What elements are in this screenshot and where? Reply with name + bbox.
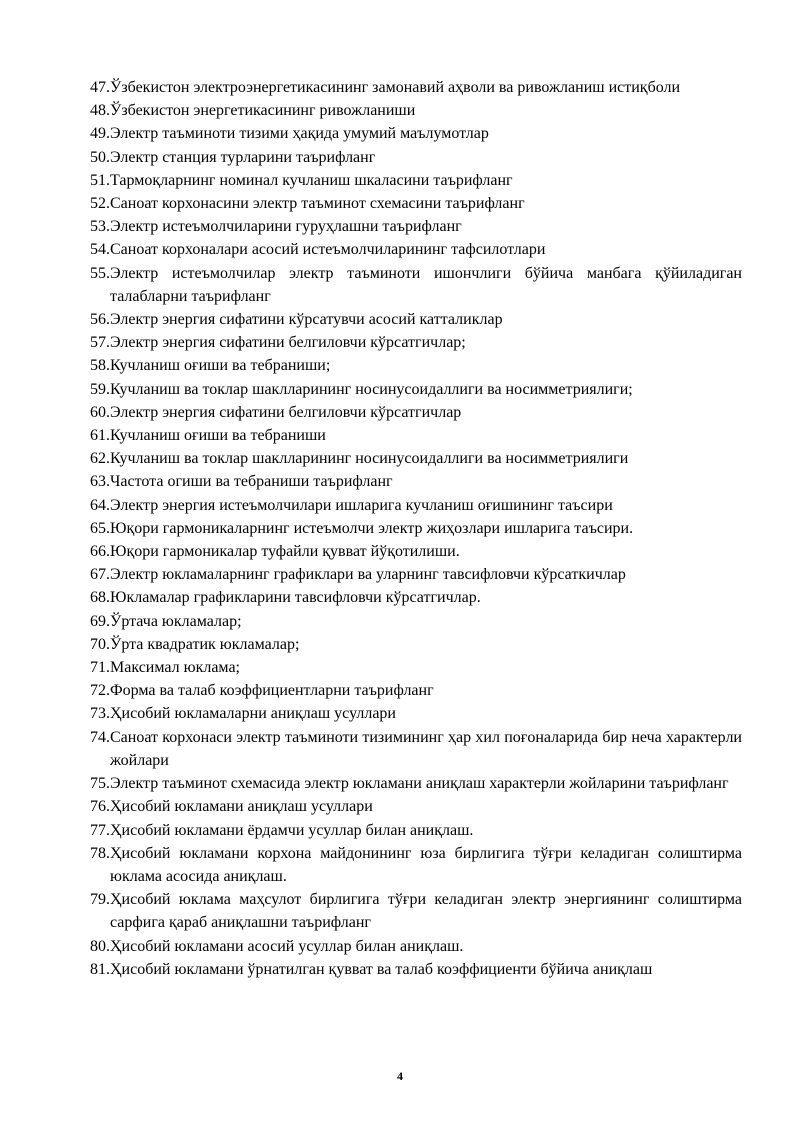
- list-item: [90, 354, 742, 377]
- list-item: [90, 424, 742, 447]
- item-text: Кучланиш ва токлар шаклларининг носинусоидаллиги ва носимметриялиги;: [110, 380, 633, 398]
- item-text: Ҳисобий юкламани ўрнатилган қувват ва талаб коэффициенти бўйича аниқлаш: [110, 960, 653, 978]
- item-text: Юқори гармоникалар туфайли қувват йўқотилиши.: [110, 543, 460, 561]
- item-text: Электр энергия сифатини кўрсатувчи асосий катталиклар: [110, 311, 503, 329]
- item-number: 69.: [90, 612, 110, 630]
- list-item: [90, 610, 742, 633]
- item-text: Ҳисобий юклама маҳсулот бирлигига тўғри келадиган электр энергиянинг солиштирма сарфига қараб аниқлашни таърифланг: [110, 891, 742, 932]
- item-number: 76.: [90, 798, 110, 816]
- list-item: [90, 563, 742, 586]
- item-number: 66.: [90, 543, 110, 561]
- list-item: [90, 772, 742, 795]
- list-item: [90, 726, 742, 772]
- list-item: [90, 586, 742, 609]
- list-item: [90, 935, 742, 958]
- item-text: Кучланиш ва токлар шаклларининг носинусоидаллиги ва носимметриялиги: [110, 450, 629, 468]
- item-number: 62.: [90, 450, 110, 468]
- item-text: Электр таъминот схемасида электр юкламани аниқлаш характерли жойларини таърифланг: [110, 775, 729, 793]
- item-text: Саноат корхонаси электр таъминоти тизимининг ҳар хил поғоналарида бир неча характерли жойлари: [110, 728, 742, 769]
- list-item: [90, 819, 742, 842]
- item-number: 61.: [90, 427, 110, 445]
- item-text: Кучланиш оғиши ва тебраниши: [110, 427, 326, 445]
- item-number: 56.: [90, 311, 110, 329]
- item-text: Кучланиш оғиши ва тебраниши;: [110, 357, 331, 375]
- item-number: 79.: [90, 891, 110, 909]
- item-text: Ўзбекистон энергетикасининг ривожланиши: [110, 102, 416, 120]
- item-text: Юкламалар графикларини тавсифловчи кўрсатгичлар.: [110, 589, 481, 607]
- list-item: [90, 238, 742, 261]
- item-text: Электр станция турларини таърифланг: [110, 148, 376, 166]
- item-number: 60.: [90, 403, 110, 421]
- item-number: 70.: [90, 635, 110, 653]
- list-item: [90, 262, 742, 308]
- item-text: Электр таъминоти тизими ҳақида умумий маълумотлар: [110, 125, 489, 143]
- item-number: 67.: [90, 566, 110, 584]
- item-text: Электр энергия сифатини белгиловчи кўрсатгичлар: [110, 403, 462, 421]
- item-number: 74.: [90, 728, 110, 746]
- list-item: [90, 656, 742, 679]
- item-text: Максимал юклама;: [110, 659, 240, 677]
- list-item: [90, 331, 742, 354]
- item-text: Электр энергия сифатини белгиловчи кўрсатгичлар;: [110, 334, 466, 352]
- list-item: [90, 99, 742, 122]
- item-number: 55.: [90, 264, 110, 282]
- item-number: 59.: [90, 380, 110, 398]
- list-item: [90, 842, 742, 888]
- item-text: Ўзбекистон электроэнергетикасининг замонавий аҳволи ва ривожланиш истиқболи: [110, 79, 681, 96]
- list-item: [90, 215, 742, 238]
- question-list: [90, 76, 742, 981]
- item-number: 73.: [90, 705, 110, 723]
- item-number: 48.: [90, 102, 110, 120]
- item-number: 71.: [90, 659, 110, 677]
- item-text: Электр истеъмолчиларини гуруҳлашни таърифланг: [110, 218, 462, 236]
- item-number: 54.: [90, 241, 110, 259]
- item-text: Форма ва талаб коэффициентларни таърифланг: [110, 682, 434, 700]
- item-text: Электр истеъмолчилар электр таъминоти ишончлиги бўйича манбага қўйиладиган талабларни таърифланг: [110, 264, 742, 305]
- item-number: 50.: [90, 148, 110, 166]
- item-text: Электр энергия истеъмолчилари ишларига кучланиш оғишининг таъсири: [110, 496, 613, 514]
- list-item: [90, 795, 742, 818]
- page-number: 4: [397, 1069, 403, 1083]
- list-item: [90, 470, 742, 493]
- item-number: 68.: [90, 589, 110, 607]
- list-item: [90, 378, 742, 401]
- list-item: [90, 494, 742, 517]
- item-text: Ҳисобий юкламаларни аниқлаш усуллари: [110, 705, 396, 723]
- list-item: [90, 146, 742, 169]
- item-number: 52.: [90, 195, 110, 213]
- item-text: Ҳисобий юкламани корхона майдонининг юза бирлигига тўғри келадиган солиштирма юклама асосида аниқлаш.: [110, 844, 742, 885]
- item-text: Ҳисобий юкламани аниқлаш усуллари: [110, 798, 373, 816]
- item-number: 57.: [90, 334, 110, 352]
- list-item: [90, 633, 742, 656]
- item-text: Электр юкламаларнинг графиклари ва уларнинг тавсифловчи кўрсаткичлар: [110, 566, 626, 584]
- list-item: [90, 958, 742, 981]
- list-item: [90, 679, 742, 702]
- item-text: Ўртача юкламалар;: [110, 612, 242, 630]
- item-number: 80.: [90, 937, 110, 955]
- item-number: 64.: [90, 496, 110, 514]
- item-number: 65.: [90, 519, 110, 537]
- list-item: [90, 169, 742, 192]
- list-item: [90, 76, 742, 99]
- item-number: 53.: [90, 218, 110, 236]
- list-item: [90, 122, 742, 145]
- item-number: 63.: [90, 473, 110, 491]
- item-text: Тармоқларнинг номинал кучланиш шкаласини таърифланг: [110, 171, 513, 189]
- list-item: [90, 401, 742, 424]
- item-number: 47.: [90, 79, 110, 96]
- item-text: Юқори гармоникаларнинг истеъмолчи электр жиҳозлари ишларига таъсири.: [110, 519, 634, 537]
- item-number: 77.: [90, 821, 110, 839]
- item-text: Саноат корхонасини электр таъминот схемасини таърифланг: [110, 195, 525, 213]
- item-text: Саноат корхоналари асосий истеъмолчиларининг тафсилотлари: [110, 241, 546, 259]
- item-number: 81.: [90, 960, 110, 978]
- item-number: 75.: [90, 775, 110, 793]
- list-item: [90, 888, 742, 934]
- item-text: Ўрта квадратик юкламалар;: [110, 635, 300, 653]
- item-text: Частота огиши ва тебраниши таърифланг: [110, 473, 393, 491]
- list-item: [90, 308, 742, 331]
- list-item: [90, 540, 742, 563]
- item-number: 49.: [90, 125, 110, 143]
- list-item: [90, 192, 742, 215]
- list-item: [90, 447, 742, 470]
- list-item: [90, 517, 742, 540]
- item-number: 58.: [90, 357, 110, 375]
- item-number: 51.: [90, 171, 110, 189]
- list-item: [90, 702, 742, 725]
- item-text: Ҳисобий юкламани асосий усуллар билан аниқлаш.: [110, 937, 464, 955]
- item-number: 72.: [90, 682, 110, 700]
- item-number: 78.: [90, 844, 110, 862]
- item-text: Ҳисобий юкламани ёрдамчи усуллар билан аниқлаш.: [110, 821, 474, 839]
